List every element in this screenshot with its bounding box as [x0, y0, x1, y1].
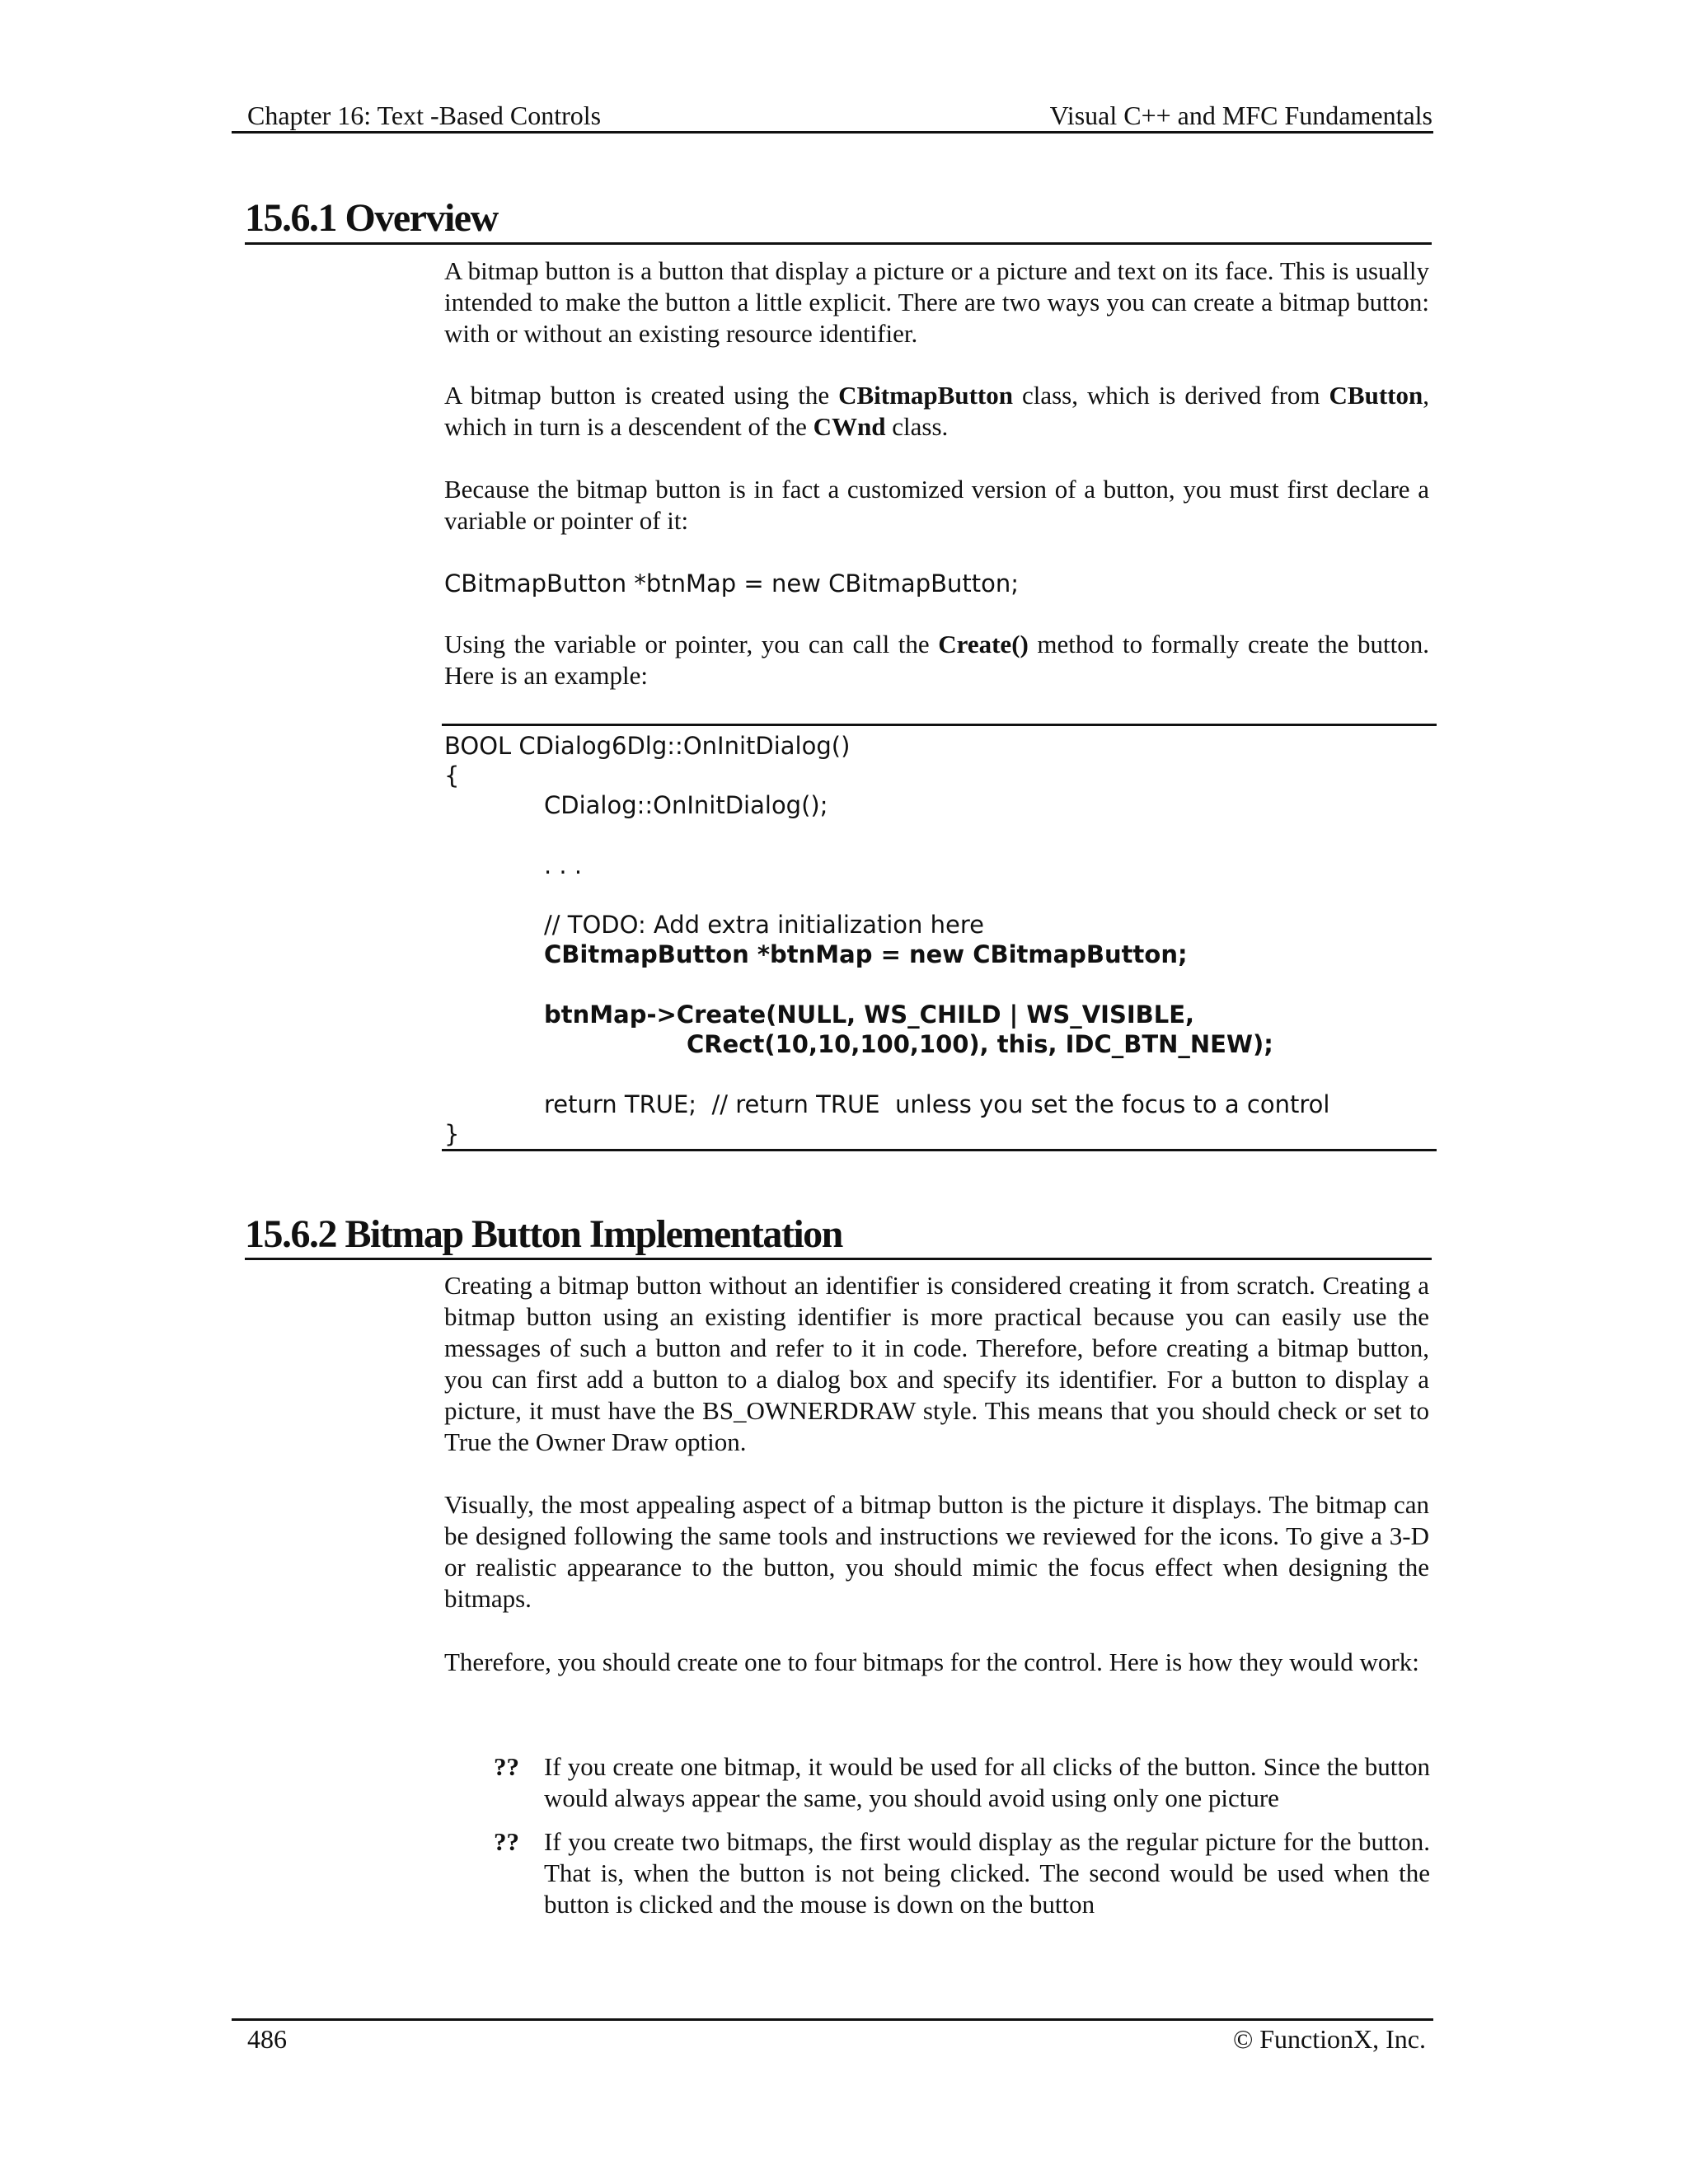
- code-line-close-brace: }: [444, 1120, 460, 1148]
- section-heading-overview: 15.6.1 Overview: [245, 196, 498, 240]
- paragraph-class-hierarchy: A bitmap button is created using the CBitmapButton class, which is derived from CButton, which in turn is a descendent of the CWnd class.: [444, 381, 1429, 441]
- footer-rule: [232, 2018, 1433, 2021]
- code-line-create-call: btnMap->Create(NULL, WS_CHILD | WS_VISIBLE,: [544, 1001, 1195, 1029]
- page-number: 486: [247, 2024, 287, 2054]
- list-item-two-bitmaps: If you create two bitmaps, the first would display as the regular picture for the button. That is, when the button is not being clicked. The second would be used when the button is clicked and the mouse is down on the button: [544, 1827, 1430, 1919]
- class-name-cbitmapbutton: CBitmapButton: [838, 381, 1013, 410]
- code-listing-bottom-rule: [442, 1149, 1437, 1151]
- code-line-ellipsis: . . .: [544, 851, 583, 879]
- code-line-todo-comment: // TODO: Add extra initialization here: [544, 911, 984, 939]
- code-line-return: return TRUE; // return TRUE unless you set the focus to a control: [544, 1090, 1330, 1118]
- bullet-marker: ??: [494, 1752, 519, 1781]
- code-line-function-signature: BOOL CDialog6Dlg::OnInitDialog(): [444, 732, 851, 760]
- section-heading-rule: [245, 242, 1432, 245]
- paragraph-owner-draw: Creating a bitmap button without an identifier is considered creating it from scratch. Creating a bitmap button using an existing identifier is more practical because you can easily use the messages of such a button and refer to it in code. Therefore, before creating a bitmap button, you can first add a button to a dialog box and specify its identifier. For a button to display a picture, it must have the BS_OWNERDRAW style. This means that you should check or set to True the Owner Draw option.: [444, 1271, 1429, 1456]
- paragraph-create-method: Using the variable or pointer, you can call the Create() method to formally create the button. Here is an example:: [444, 630, 1429, 690]
- code-line-create-args: CRect(10,10,100,100), this, IDC_BTN_NEW);: [687, 1030, 1273, 1058]
- running-header-chapter: Chapter 16: Text -Based Controls: [247, 101, 602, 130]
- code-listing-top-rule: [442, 724, 1437, 726]
- running-header-book-title: Visual C++ and MFC Fundamentals: [1049, 101, 1432, 130]
- list-item-one-bitmap: If you create one bitmap, it would be used for all clicks of the button. Since the button would always appear the same, you should avoid using only one picture: [544, 1752, 1430, 1812]
- paragraph-bitmap-definition: A bitmap button is a button that display a picture or a picture and text on its face. This is usually intended to make the button a little explicit. There are two ways you can create a bitmap button: with or without an existing resource identifier.: [444, 256, 1429, 348]
- footer-copyright: © FunctionX, Inc.: [1232, 2024, 1426, 2054]
- bullet-marker: ??: [494, 1827, 519, 1856]
- paragraph-visual-appeal: Visually, the most appealing aspect of a bitmap button is the picture it displays. The bitmap can be designed following the same tools and instructions we reviewed for the icons. To give a 3-D or realistic appearance to the button, you should mimic the focus effect when designing the bitmaps.: [444, 1490, 1429, 1613]
- section-heading-rule: [245, 1258, 1432, 1260]
- code-declaration: CBitmapButton *btnMap = new CBitmapButton;: [444, 569, 1020, 598]
- class-name-cwnd: CWnd: [813, 412, 886, 441]
- header-rule: [232, 131, 1433, 134]
- class-name-cbutton: CButton: [1329, 381, 1423, 410]
- method-name-create: Create(): [938, 630, 1029, 658]
- section-heading-implementation: 15.6.2 Bitmap Button Implementation: [245, 1212, 842, 1256]
- code-line-open-brace: {: [444, 762, 460, 790]
- paragraph-declare-variable: Because the bitmap button is in fact a customized version of a button, you must first declare a variable or pointer of it:: [444, 475, 1429, 535]
- code-line-base-call: CDialog::OnInitDialog();: [544, 791, 828, 819]
- paragraph-bitmap-count: Therefore, you should create one to four bitmaps for the control. Here is how they would work:: [444, 1647, 1419, 1676]
- code-line-new-bitmapbutton: CBitmapButton *btnMap = new CBitmapButton;: [544, 940, 1188, 968]
